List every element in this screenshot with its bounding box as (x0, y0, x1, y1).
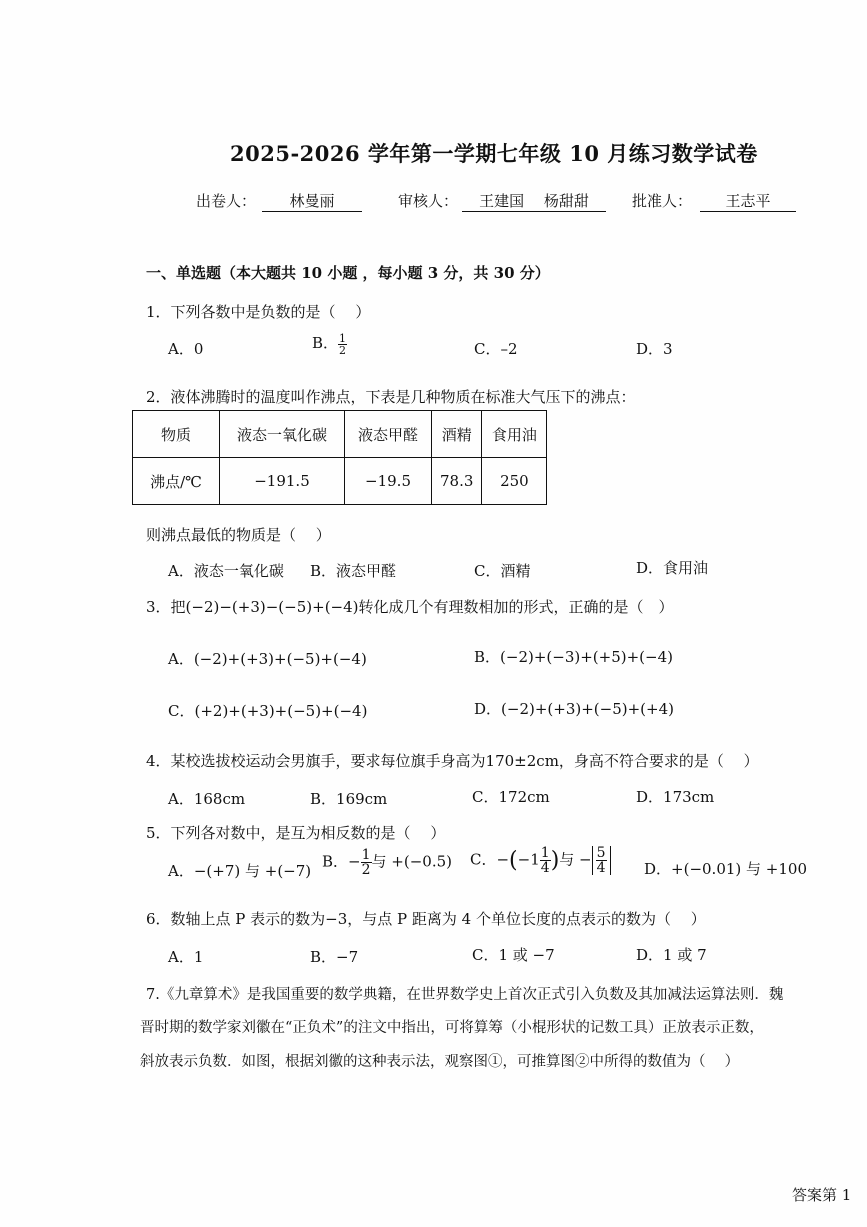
q6-option-a: A．1 (168, 948, 204, 966)
q2-option-d: D．食用油 (636, 559, 709, 577)
q1-option-a: A．0 (168, 340, 204, 358)
boiling-point-table (132, 410, 547, 505)
reviewer-label: 审核人： (398, 192, 459, 210)
table-cell: 78.3 (432, 458, 482, 505)
q2-option-a: A．液态一氧化碳 (168, 562, 284, 580)
q7-line-1: 7.《九章算术》是我国重要的数学典籍，在世界数学史上首次正式引入负数及其加减法运算法则．魏 (146, 987, 784, 1003)
q6-option-b: B．−7 (310, 948, 359, 966)
table-cell: 液态一氧化碳 (220, 411, 345, 458)
approver-name: 王志平 (700, 190, 796, 212)
table-cell: 液态甲醛 (345, 411, 432, 458)
approver-label: 批准人： (632, 192, 693, 210)
q1-option-d: D．3 (636, 340, 673, 358)
table-cell: 食用油 (482, 411, 547, 458)
reviewer-names: 王建国 杨甜甜 (462, 190, 606, 212)
q6-option-d: D．1 或 7 (636, 946, 707, 964)
q5-option-c: C．−(−1 $\frac{1}{4}$ )与 − $\frac{5}{4}$ (470, 846, 611, 875)
q1-option-c: C．–2 (474, 340, 518, 358)
q4-option-b: B．169cm (310, 790, 388, 808)
q5-option-a: A．−(+7) 与 +(−7) (168, 862, 312, 880)
q1-stem: 1．下列各数中是负数的是（ ） (146, 303, 371, 321)
author-label: 出卷人： (196, 192, 257, 210)
q7-line-2: 晋时期的数学家刘徽在“正负术”的注文中指出，可将算筹（小棍形状的记数工具）正放表示正数， (140, 1020, 764, 1036)
q1-option-b: B． $\frac{1}{2}$ (312, 331, 347, 357)
table-cell: 250 (482, 458, 547, 505)
q3-option-b: B．(−2)+(−3)+(+5)+(−4) (474, 648, 673, 666)
q6-stem: 6．数轴上点 P 表示的数为−3，与点 P 距离为 4 个单位长度的点表示的数为（ ） (146, 910, 706, 928)
table-cell: 沸点/℃ (133, 458, 220, 505)
q3-option-c: C．(+2)+(+3)+(−5)+(−4) (168, 702, 368, 720)
q2-option-b: B．液态甲醛 (310, 562, 397, 580)
q2-option-c: C．酒精 (474, 562, 531, 580)
q3-option-d: D．(−2)+(+3)+(−5)+(+4) (474, 700, 674, 718)
table-cell: −191.5 (220, 458, 345, 505)
q2-followup: 则沸点最低的物质是（ ） (146, 526, 331, 544)
q5-option-b: B．− $\frac{1}{2}$ 与 +(−0.5) (322, 847, 452, 878)
table-row (133, 458, 547, 505)
section-heading: 一、单选题（本大题共 10 小题 ，每小题 3 分，共 30 分） (146, 264, 550, 282)
q3-option-a: A．(−2)+(+3)+(−5)+(−4) (168, 650, 367, 668)
q4-option-d: D．173cm (636, 788, 715, 806)
author-name: 林曼丽 (262, 190, 362, 212)
q4-option-c: C．172cm (472, 788, 550, 806)
q4-stem: 4．某校选拔校运动会男旗手，要求每位旗手身高为170±2cm，身高不符合要求的是（ ） (146, 752, 759, 770)
q3-stem: 3．把(−2)−(+3)−(−5)+(−4)转化成几个有理数相加的形式，正确的是（ ） (146, 598, 674, 616)
table-row (133, 411, 547, 458)
q5-stem: 5．下列各对数中，是互为相反数的是（ ） (146, 824, 446, 842)
table-cell: 物质 (133, 411, 220, 458)
q7-line-3: 斜放表示负数．如图，根据刘徽的这种表示法，观察图①，可推算图②中所得的数值为（ ） (140, 1054, 740, 1070)
exam-title: 2025-2026 学年第一学期七年级 10 月练习数学试卷 (230, 141, 758, 166)
table-cell: −19.5 (345, 458, 432, 505)
q6-option-c: C．1 或 −7 (472, 946, 555, 964)
table-cell: 酒精 (432, 411, 482, 458)
page-footer: 答案第 1 (792, 1186, 852, 1204)
q4-option-a: A．168cm (168, 790, 246, 808)
q5-option-d: D．+(−0.01) 与 +100 (644, 860, 808, 878)
q2-stem: 2．液体沸腾时的温度叫作沸点，下表是几种物质在标准大气压下的沸点： (146, 388, 636, 406)
